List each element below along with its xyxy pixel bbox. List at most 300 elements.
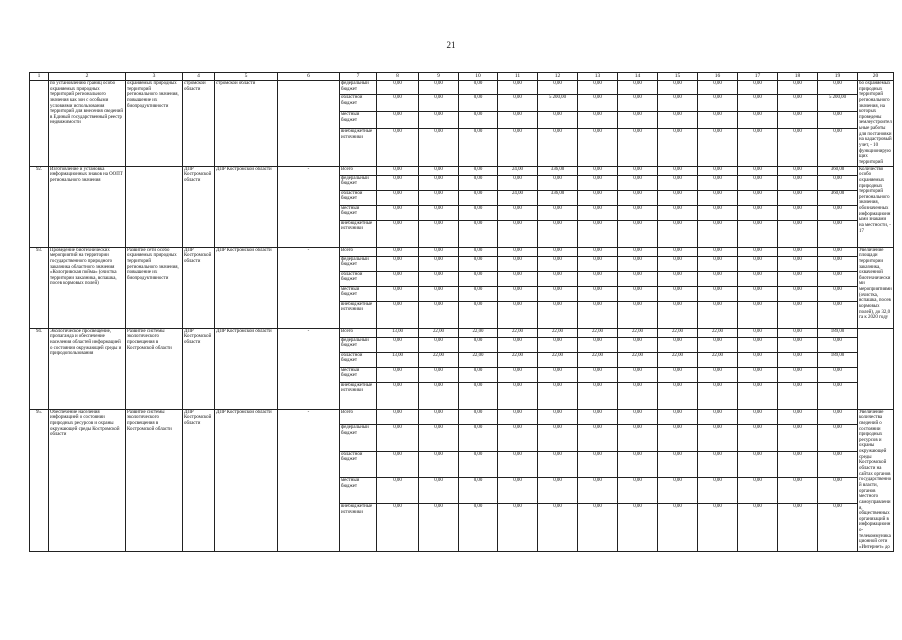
funding-value: 0,00 bbox=[578, 504, 618, 551]
funding-value: 0,00 bbox=[419, 129, 459, 167]
funding-value: 0,00 bbox=[578, 367, 618, 382]
funding-value: 0,00 bbox=[377, 425, 419, 451]
funding-value: 0,00 bbox=[618, 166, 658, 175]
funding-value: 0,00 bbox=[818, 205, 858, 220]
funding-value: 0,00 bbox=[498, 451, 538, 477]
funding-value: 0,00 bbox=[377, 205, 419, 220]
funding-value: 0,00 bbox=[738, 409, 778, 425]
funding-value: 0,00 bbox=[459, 451, 498, 477]
funding-value: 0,00 bbox=[738, 166, 778, 175]
funding-value: 0,00 bbox=[738, 220, 778, 247]
funding-value: 0,00 bbox=[658, 256, 698, 271]
funding-value: 0,00 bbox=[658, 166, 698, 175]
funding-value: 0,00 bbox=[618, 382, 658, 409]
funding-value: 0,00 bbox=[419, 382, 459, 409]
column-number-8: 8 bbox=[377, 73, 419, 81]
funding-value: 0,00 bbox=[538, 175, 578, 190]
funding-value: 0,00 bbox=[738, 271, 778, 286]
funding-value: 0,00 bbox=[618, 190, 658, 205]
funding-value: 0,00 bbox=[738, 112, 778, 129]
funding-value: 0,00 bbox=[738, 175, 778, 190]
funding-value: 0,00 bbox=[618, 451, 658, 477]
funding-value: 0,00 bbox=[658, 175, 698, 190]
funding-value: 0,00 bbox=[377, 94, 419, 111]
responsible-executor: стромской области bbox=[183, 81, 215, 167]
table-row bbox=[30, 328, 894, 337]
funding-value: 0,00 bbox=[698, 367, 738, 382]
funding-value: 0,00 bbox=[578, 129, 618, 167]
funding-value: 0,00 bbox=[419, 112, 459, 129]
column-6-cell: - bbox=[278, 247, 340, 328]
funding-value: 0,00 bbox=[618, 247, 658, 256]
funding-value: 0,00 bbox=[658, 271, 698, 286]
responsible-executor: ДПР Костромской области bbox=[183, 409, 215, 551]
funding-value: 0,00 bbox=[498, 129, 538, 167]
funding-value: 0,00 bbox=[738, 352, 778, 367]
funding-value: 0,00 bbox=[419, 425, 459, 451]
row-number: 95. bbox=[30, 409, 49, 551]
funding-value: 13,00 bbox=[377, 352, 419, 367]
column-6-cell: - bbox=[278, 328, 340, 409]
column-number-5: 5 bbox=[215, 73, 278, 81]
funding-value: 0,00 bbox=[658, 425, 698, 451]
funding-value: 0,00 bbox=[377, 166, 419, 175]
funding-value: 0,00 bbox=[618, 409, 658, 425]
funding-value: 0,00 bbox=[419, 477, 459, 503]
funding-value: 0,00 bbox=[818, 286, 858, 301]
funding-value: 0,00 bbox=[818, 112, 858, 129]
funding-value: 0,00 bbox=[578, 271, 618, 286]
funding-value: 0,00 bbox=[538, 425, 578, 451]
funding-value: 0,00 bbox=[698, 425, 738, 451]
funding-value: 24,00 bbox=[498, 166, 538, 175]
column-number-20: 20 bbox=[858, 73, 894, 81]
funding-value: 0,00 bbox=[538, 451, 578, 477]
funding-value: 0,00 bbox=[618, 205, 658, 220]
funding-value: 0,00 bbox=[738, 504, 778, 551]
funding-value: 0,00 bbox=[498, 94, 538, 111]
row-number: 93. bbox=[30, 247, 49, 328]
funding-value: 0,00 bbox=[538, 220, 578, 247]
row-number: 92. bbox=[30, 166, 49, 247]
funding-value: 0,00 bbox=[738, 337, 778, 352]
funding-value: 0,00 bbox=[738, 328, 778, 337]
funding-value: 0,00 bbox=[498, 112, 538, 129]
funding-value: 0,00 bbox=[459, 337, 498, 352]
funding-value: 0,00 bbox=[818, 477, 858, 503]
page-number: 21 bbox=[446, 40, 456, 50]
funding-value: 0,00 bbox=[538, 205, 578, 220]
funding-value: 0,00 bbox=[658, 220, 698, 247]
funding-value: 0,00 bbox=[818, 81, 858, 95]
funding-value: 24,00 bbox=[498, 190, 538, 205]
funding-value: 0,00 bbox=[618, 477, 658, 503]
funding-value: 360,00 bbox=[818, 190, 858, 205]
row-number bbox=[30, 81, 49, 167]
column-number-13: 13 bbox=[578, 73, 618, 81]
funding-value: 0,00 bbox=[578, 247, 618, 256]
activity-name: по установлению границ особо охраняемых природных территорий регионального значения как зон с особыми условиями использования территорий для внесения сведений в Единый государственный реестр недвижимости bbox=[49, 81, 126, 167]
funding-value: 0,00 bbox=[738, 94, 778, 111]
funding-value: 0,00 bbox=[818, 271, 858, 286]
funding-value: 0,00 bbox=[738, 451, 778, 477]
funding-value: 0,00 bbox=[419, 190, 459, 205]
funding-value: 0,00 bbox=[818, 247, 858, 256]
funding-value: 0,00 bbox=[738, 205, 778, 220]
funding-value: 0,00 bbox=[419, 337, 459, 352]
column-number-10: 10 bbox=[459, 73, 498, 81]
column-number-15: 15 bbox=[658, 73, 698, 81]
funding-value: 0,00 bbox=[698, 477, 738, 503]
funding-value: 0,00 bbox=[578, 94, 618, 111]
funding-source: Всего bbox=[340, 328, 377, 337]
co-executor: ДПР Костромской области bbox=[215, 166, 278, 247]
funding-value: 0,00 bbox=[578, 175, 618, 190]
program-task: Развитие системы экологического просвещения в Костромской области bbox=[126, 409, 183, 551]
column-number-7: 7 bbox=[340, 73, 377, 81]
funding-value: 0,00 bbox=[618, 271, 658, 286]
funding-value: 0,00 bbox=[419, 94, 459, 111]
funding-value: 0,00 bbox=[818, 129, 858, 167]
column-number-17: 17 bbox=[738, 73, 778, 81]
funding-value: 0,00 bbox=[498, 504, 538, 551]
funding-value: 0,00 bbox=[377, 129, 419, 167]
funding-value: 0,00 bbox=[658, 409, 698, 425]
funding-value: 0,00 bbox=[618, 337, 658, 352]
funding-value: 22,00 bbox=[459, 352, 498, 367]
funding-value: 0,00 bbox=[578, 256, 618, 271]
column-number-11: 11 bbox=[498, 73, 538, 81]
funding-value: 0,00 bbox=[498, 81, 538, 95]
activity-name: Изготовление и установка информационных знаков на ООПТ регионального значения bbox=[49, 166, 126, 247]
funding-value: 0,00 bbox=[738, 382, 778, 409]
funding-value: 0,00 bbox=[459, 81, 498, 95]
funding-value: 22,00 bbox=[459, 328, 498, 337]
funding-value: 0,00 bbox=[377, 220, 419, 247]
funding-value: 0,00 bbox=[818, 337, 858, 352]
funding-value: 0,00 bbox=[778, 166, 818, 175]
funding-value: 0,00 bbox=[419, 409, 459, 425]
funding-value: 0,00 bbox=[658, 205, 698, 220]
column-number-3: 3 bbox=[126, 73, 183, 81]
funding-value: 0,00 bbox=[377, 175, 419, 190]
funding-value: 0,00 bbox=[498, 271, 538, 286]
funding-value: 0,00 bbox=[377, 409, 419, 425]
funding-value: 0,00 bbox=[377, 367, 419, 382]
funding-value: 0,00 bbox=[459, 425, 498, 451]
funding-source: Всего bbox=[340, 409, 377, 425]
funding-value: 0,00 bbox=[459, 382, 498, 409]
funding-value: 22,00 bbox=[698, 328, 738, 337]
funding-value: 5 200,00 bbox=[818, 94, 858, 111]
table-row bbox=[30, 409, 894, 425]
funding-value: 0,00 bbox=[459, 286, 498, 301]
funding-value: 0,00 bbox=[578, 301, 618, 328]
funding-value: 0,00 bbox=[618, 81, 658, 95]
funding-value: 0,00 bbox=[377, 247, 419, 256]
funding-value: 0,00 bbox=[778, 112, 818, 129]
column-number-4: 4 bbox=[183, 73, 215, 81]
responsible-executor: ДПР Костромской области bbox=[183, 166, 215, 247]
funding-value: 0,00 bbox=[377, 112, 419, 129]
funding-value: 0,00 bbox=[578, 220, 618, 247]
funding-value: 0,00 bbox=[578, 382, 618, 409]
funding-value: 0,00 bbox=[377, 271, 419, 286]
funding-value: 0,00 bbox=[778, 504, 818, 551]
funding-value: 0,00 bbox=[618, 425, 658, 451]
funding-value: 0,00 bbox=[419, 256, 459, 271]
funding-value: 22,00 bbox=[419, 328, 459, 337]
funding-source: федеральный бюджет bbox=[340, 425, 377, 451]
funding-value: 0,00 bbox=[698, 94, 738, 111]
funding-value: 0,00 bbox=[419, 286, 459, 301]
funding-value: 0,00 bbox=[459, 247, 498, 256]
funding-value: 0,00 bbox=[778, 256, 818, 271]
funding-value: 0,00 bbox=[658, 247, 698, 256]
funding-source: федеральный бюджет bbox=[340, 81, 377, 95]
funding-value: 0,00 bbox=[818, 504, 858, 551]
funding-value: 0,00 bbox=[538, 129, 578, 167]
funding-value: 0,00 bbox=[698, 271, 738, 286]
funding-value: 0,00 bbox=[538, 286, 578, 301]
responsible-executor: ДПР Костромской области bbox=[183, 328, 215, 409]
funding-value: 0,00 bbox=[538, 504, 578, 551]
funding-value: 0,00 bbox=[538, 247, 578, 256]
funding-value: 0,00 bbox=[818, 425, 858, 451]
expected-result: Увеличение площади территории заказника, охваченной биотехническими мероприятиями (очистка, вспашка, посев кормовых полей), до 32,0 га к 2020 году bbox=[858, 247, 894, 328]
activity-name: Обеспечение населения информацией о состоянии природных ресурсов и охраны окружающей среды Костромской области bbox=[49, 409, 126, 551]
funding-value: 0,00 bbox=[377, 451, 419, 477]
funding-source: федеральный бюджет bbox=[340, 337, 377, 352]
funding-value: 0,00 bbox=[818, 382, 858, 409]
column-number-row bbox=[30, 73, 894, 81]
funding-value: 0,00 bbox=[498, 382, 538, 409]
expected-result: бо охраняемых природных территорий регионального значения, на которых проведены землеустроительные работы для постановки на кадастровый учет, - 10 функционирующих территорий bbox=[859, 81, 892, 165]
funding-value: 0,00 bbox=[698, 190, 738, 205]
funding-value: 0,00 bbox=[618, 129, 658, 167]
funding-value: 0,00 bbox=[618, 94, 658, 111]
funding-value: 22,00 bbox=[538, 352, 578, 367]
funding-source: областной бюджет bbox=[340, 352, 377, 367]
funding-value: 0,00 bbox=[578, 166, 618, 175]
funding-value: 0,00 bbox=[738, 190, 778, 205]
funding-value: 0,00 bbox=[658, 477, 698, 503]
funding-source: федеральный бюджет bbox=[340, 175, 377, 190]
funding-source: местный бюджет bbox=[340, 286, 377, 301]
funding-value: 0,00 bbox=[538, 81, 578, 95]
funding-source: внебюджетные источники bbox=[340, 129, 377, 167]
co-executor: ДПР Костромской области bbox=[215, 409, 278, 551]
funding-value: 0,00 bbox=[538, 301, 578, 328]
funding-value: 0,00 bbox=[498, 409, 538, 425]
funding-value: 0,00 bbox=[498, 425, 538, 451]
funding-value: 0,00 bbox=[778, 409, 818, 425]
funding-value: 0,00 bbox=[738, 477, 778, 503]
funding-value: 0,00 bbox=[778, 205, 818, 220]
funding-value: 0,00 bbox=[459, 220, 498, 247]
funding-value: 0,00 bbox=[618, 286, 658, 301]
funding-source: областной бюджет bbox=[340, 451, 377, 477]
funding-source: местный бюджет bbox=[340, 367, 377, 382]
activity-name: Экологическое просвещение, пропаганда и обеспечение населения областей информацией о состоянии окружающей среды и природопользования bbox=[49, 328, 126, 409]
funding-value: 0,00 bbox=[698, 301, 738, 328]
funding-value: 0,00 bbox=[738, 286, 778, 301]
funding-value: 13,00 bbox=[377, 328, 419, 337]
funding-value: 0,00 bbox=[658, 367, 698, 382]
funding-value: 0,00 bbox=[778, 81, 818, 95]
co-executor: стромской области bbox=[215, 81, 278, 167]
co-executor: ДПР Костромской области bbox=[215, 328, 278, 409]
funding-value: 0,00 bbox=[738, 247, 778, 256]
funding-source: местный бюджет bbox=[340, 477, 377, 503]
funding-value: 0,00 bbox=[698, 451, 738, 477]
funding-value: 0,00 bbox=[778, 220, 818, 247]
table-body bbox=[30, 73, 894, 552]
column-number-1: 1 bbox=[30, 73, 49, 81]
funding-value: 0,00 bbox=[778, 451, 818, 477]
funding-value: 0,00 bbox=[738, 301, 778, 328]
funding-value: 0,00 bbox=[698, 175, 738, 190]
funding-value: 0,00 bbox=[818, 409, 858, 425]
funding-value: 22,00 bbox=[618, 328, 658, 337]
funding-value: 0,00 bbox=[459, 256, 498, 271]
funding-value: 0,00 bbox=[738, 81, 778, 95]
funding-value: 0,00 bbox=[459, 477, 498, 503]
funding-value: 0,00 bbox=[778, 94, 818, 111]
column-number-6: 6 bbox=[278, 73, 340, 81]
funding-value: 0,00 bbox=[419, 367, 459, 382]
table-row bbox=[30, 81, 894, 95]
funding-value: 0,00 bbox=[698, 220, 738, 247]
table-row bbox=[30, 247, 894, 256]
program-task: Развитие сети особо охраняемых природных территорий регионального значения, повышение их биопродуктивности bbox=[126, 247, 183, 328]
funding-value: 0,00 bbox=[498, 205, 538, 220]
funding-value: 0,00 bbox=[459, 112, 498, 129]
funding-value: 0,00 bbox=[698, 337, 738, 352]
funding-value: 0,00 bbox=[538, 409, 578, 425]
funding-value: 0,00 bbox=[498, 301, 538, 328]
funding-value: 0,00 bbox=[698, 409, 738, 425]
activity-name: Проведение биотехнических мероприятий на территории государственного природного заказника областного значения «Кологривская пойма» (очистка территории заказника, вспашка, посев кормовых полей) bbox=[49, 247, 126, 328]
funding-value: 0,00 bbox=[658, 382, 698, 409]
funding-value: 0,00 bbox=[698, 504, 738, 551]
funding-value: 0,00 bbox=[377, 190, 419, 205]
funding-value: 0,00 bbox=[538, 367, 578, 382]
funding-value: 0,00 bbox=[377, 477, 419, 503]
funding-value: 0,00 bbox=[419, 451, 459, 477]
row-number: 94. bbox=[30, 328, 49, 409]
funding-source: областной бюджет bbox=[340, 190, 377, 205]
funding-source: внебюджетные источники bbox=[340, 382, 377, 409]
funding-value: 0,00 bbox=[377, 286, 419, 301]
funding-value: 0,00 bbox=[658, 337, 698, 352]
funding-value: 0,00 bbox=[818, 256, 858, 271]
funding-value: 336,00 bbox=[538, 166, 578, 175]
funding-value: 0,00 bbox=[658, 81, 698, 95]
funding-value: 22,00 bbox=[498, 352, 538, 367]
funding-value: 0,00 bbox=[778, 175, 818, 190]
column-number-12: 12 bbox=[538, 73, 578, 81]
table-row bbox=[30, 166, 894, 175]
funding-value: 0,00 bbox=[738, 425, 778, 451]
column-number-18: 18 bbox=[778, 73, 818, 81]
funding-source: федеральный бюджет bbox=[340, 256, 377, 271]
funding-source: областной бюджет bbox=[340, 271, 377, 286]
funding-value: 0,00 bbox=[377, 256, 419, 271]
funding-value: 0,00 bbox=[778, 190, 818, 205]
funding-value: 0,00 bbox=[698, 112, 738, 129]
funding-value: 0,00 bbox=[778, 425, 818, 451]
funding-value: 0,00 bbox=[459, 129, 498, 167]
funding-value: 0,00 bbox=[818, 220, 858, 247]
funding-value: 0,00 bbox=[618, 367, 658, 382]
funding-value: 0,00 bbox=[778, 367, 818, 382]
funding-source: местный бюджет bbox=[340, 112, 377, 129]
funding-value: 0,00 bbox=[778, 352, 818, 367]
funding-value: 0,00 bbox=[698, 129, 738, 167]
column-6-cell bbox=[278, 81, 340, 167]
co-executor: ДПР Костромской области bbox=[215, 247, 278, 328]
funding-source: Всего bbox=[340, 166, 377, 175]
funding-value: 0,00 bbox=[618, 301, 658, 328]
funding-value: 0,00 bbox=[459, 205, 498, 220]
funding-value: 0,00 bbox=[698, 256, 738, 271]
funding-value: 0,00 bbox=[658, 451, 698, 477]
funding-value: 0,00 bbox=[578, 477, 618, 503]
funding-value: 0,00 bbox=[498, 477, 538, 503]
column-number-2: 2 bbox=[49, 73, 126, 81]
funding-value: 0,00 bbox=[818, 451, 858, 477]
funding-value: 0,00 bbox=[538, 112, 578, 129]
funding-value: 0,00 bbox=[419, 220, 459, 247]
funding-value: 0,00 bbox=[459, 271, 498, 286]
funding-value: 0,00 bbox=[498, 247, 538, 256]
program-table bbox=[29, 72, 894, 552]
funding-value: 22,00 bbox=[578, 352, 618, 367]
funding-value: 0,00 bbox=[419, 166, 459, 175]
funding-value: 0,00 bbox=[738, 256, 778, 271]
funding-value: 0,00 bbox=[498, 367, 538, 382]
funding-source: внебюджетные источники bbox=[340, 220, 377, 247]
program-task: охраняемых природных территорий регионального значения, повышение их биопродуктивности bbox=[126, 81, 183, 167]
column-number-16: 16 bbox=[698, 73, 738, 81]
funding-value: 0,00 bbox=[459, 367, 498, 382]
funding-value: 0,00 bbox=[578, 205, 618, 220]
funding-value: 0,00 bbox=[658, 286, 698, 301]
funding-source: местный бюджет bbox=[340, 205, 377, 220]
funding-value: 0,00 bbox=[738, 129, 778, 167]
funding-value: 0,00 bbox=[419, 81, 459, 95]
funding-value: 0,00 bbox=[618, 175, 658, 190]
expected-result bbox=[858, 328, 894, 409]
funding-value: 22,00 bbox=[658, 352, 698, 367]
funding-value: 0,00 bbox=[818, 301, 858, 328]
column-6-cell: - bbox=[278, 166, 340, 247]
funding-source: внебюджетные источники bbox=[340, 301, 377, 328]
funding-value: 22,00 bbox=[419, 352, 459, 367]
funding-value: 0,00 bbox=[698, 205, 738, 220]
funding-value: 0,00 bbox=[618, 504, 658, 551]
funding-value: 22,00 bbox=[578, 328, 618, 337]
funding-value: 189,00 bbox=[818, 352, 858, 367]
column-number-19: 19 bbox=[818, 73, 858, 81]
funding-value: 0,00 bbox=[498, 337, 538, 352]
funding-value: 0,00 bbox=[778, 328, 818, 337]
funding-value: 0,00 bbox=[419, 504, 459, 551]
funding-value: 0,00 bbox=[618, 220, 658, 247]
funding-source: областной бюджет bbox=[340, 94, 377, 111]
funding-value: 22,00 bbox=[498, 328, 538, 337]
